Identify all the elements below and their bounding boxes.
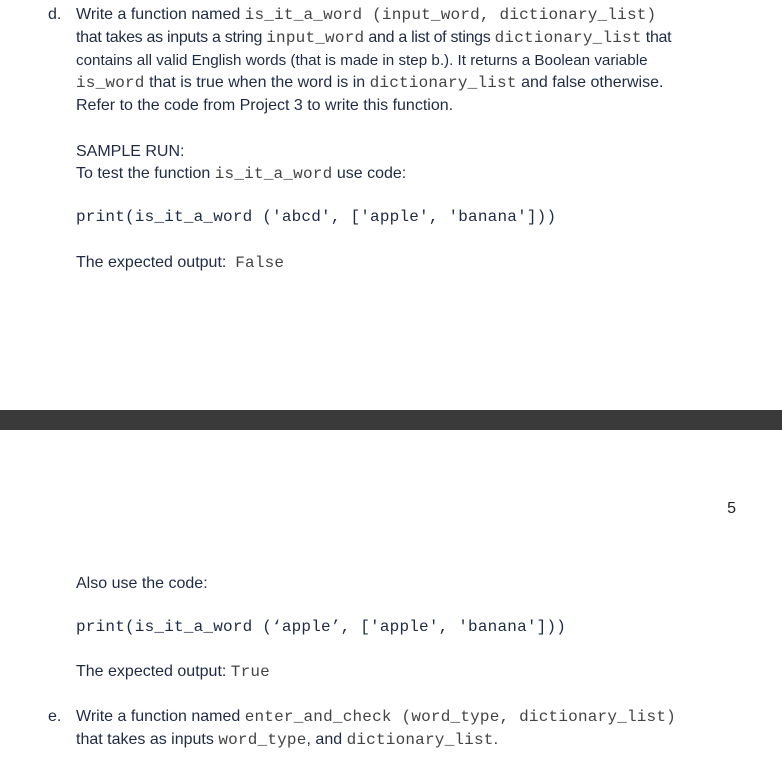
also-use-label: Also use the code: — [76, 575, 208, 592]
item-d-line-5: Refer to the code from Project 3 to write this function. — [76, 97, 454, 114]
item-e-line-2-text: that takes as inputs — [76, 731, 219, 748]
item-e-line-1-code: enter_and_check (word_type, dictionary_list) — [244, 708, 676, 726]
page-break-separator — [0, 410, 782, 430]
item-d-line-2-code-1: input_word — [266, 29, 365, 47]
sample-run-code-1: print(is_it_a_word ('abcd', ['apple', 'banana'])) — [76, 208, 557, 226]
sample-run-test-post: use code: — [332, 165, 407, 182]
item-e-line-2 — [76, 729, 498, 751]
item-d-line-4-post: and false otherwise. — [516, 74, 664, 91]
item-e-line-2-code-2: dictionary_list — [346, 731, 494, 749]
item-d-line-2 — [76, 27, 671, 49]
item-d-line-1 — [76, 4, 656, 26]
item-e-line-1-text: Write a function named — [76, 708, 245, 725]
item-e-line-2-mid: , and — [306, 731, 347, 748]
item-e-line-2-code-1: word_type — [218, 731, 307, 749]
expected-output-1 — [76, 252, 284, 274]
item-d-line-2-code-2: dictionary_list — [494, 29, 642, 47]
item-d-line-2-mid: and a list of stings — [364, 29, 495, 46]
page-number: 5 — [727, 500, 736, 517]
expected-output-2 — [76, 661, 270, 683]
expected-output-1-label: The expected output: — [76, 254, 227, 271]
item-d-line-3: contains all valid English words (that is made in step b.). It returns a Boolean variable — [76, 52, 648, 69]
item-d-line-2-post: that — [641, 29, 672, 46]
sample-run-test-line — [76, 163, 406, 185]
item-d-line-1-code: is_it_a_word (input_word, dictionary_list) — [244, 6, 657, 24]
item-d-line-2-text: that takes as inputs a string — [76, 29, 267, 46]
item-e-line-1 — [76, 706, 676, 728]
item-d-line-4-code-2: dictionary_list — [369, 74, 517, 92]
document-page-bottom — [0, 430, 782, 767]
item-e-line-2-post: . — [493, 731, 499, 748]
item-d-line-4 — [76, 72, 663, 94]
expected-output-1-value: False — [235, 254, 285, 272]
item-d-line-4-code: is_word — [76, 74, 145, 92]
sample-run-code-2: print(is_it_a_word (‘apple’, ['apple', 'banana'])) — [76, 618, 567, 636]
sample-run-test-text: To test the function — [76, 165, 215, 182]
item-d-line-1-text: Write a function named — [76, 6, 245, 23]
item-d-line-4-mid: that is true when the word is in — [144, 74, 370, 91]
sample-run-test-code: is_it_a_word — [214, 165, 333, 183]
item-d-marker: d. — [48, 6, 62, 23]
expected-output-2-value: True — [230, 663, 270, 681]
sample-run-heading: SAMPLE RUN: — [76, 143, 185, 160]
item-e-marker: e. — [48, 708, 62, 725]
expected-output-2-label: The expected output: — [76, 663, 227, 680]
